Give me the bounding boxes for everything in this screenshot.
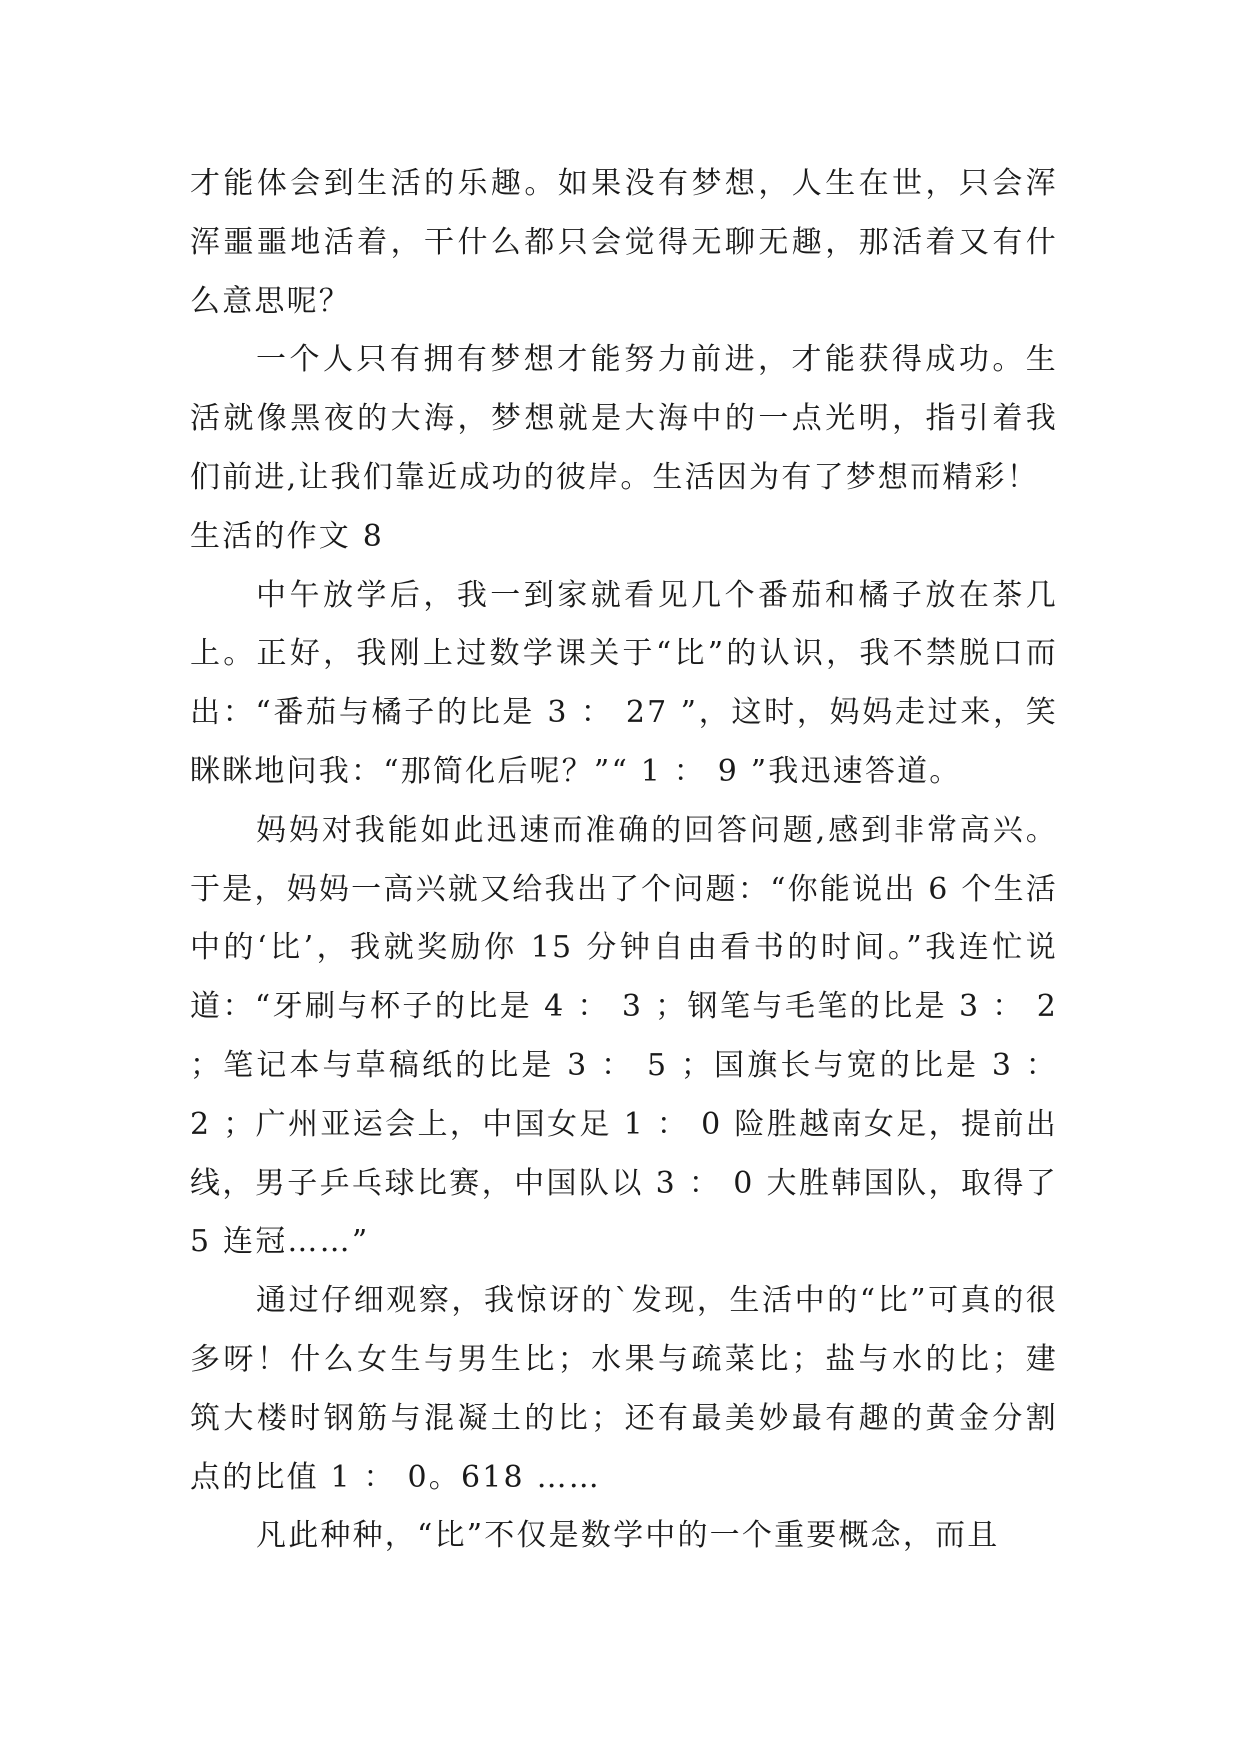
paragraph-1: 才能体会到生活的乐趣。如果没有梦想，人生在世，只会浑浑噩噩地活着，干什么都只会觉得无聊无趣，那活着又有什么意思呢？ <box>190 166 1058 319</box>
paragraph-4: 妈妈对我能如此迅速而准确的回答问题,感到非常高兴。于是，妈妈一高兴就又给我出了个问题：“你能说出 6 个生活中的‘比’，我就奖励你 15 分钟自由看书的时间。”我连忙说道：“牙刷与杯子的比是 4 ： 3 ；钢笔与毛笔的比是 3 ： 2 ；笔记本与草稿纸的比是 3 ： 5 ；国旗长与宽的比是 3 ： 2 ；广州亚运会上，中国女足 1 ： 0 险胜越南女足，提前出线，男子乒乓球比赛，中国队以 3 ： 0 大胜韩国队，取得了 5 连冠……” <box>190 812 1058 1260</box>
paragraph-5: 通过仔细观察，我惊讶的`发现，生活中的“比”可真的很多呀！什么女生与男生比；水果与疏菜比；盐与水的比；建筑大楼时钢筋与混凝土的比；还有最美妙最有趣的黄金分割点的比值 1 ： 0。618 …… <box>190 1283 1058 1495</box>
paragraph-3: 中午放学后，我一到家就看见几个番茄和橘子放在茶几上。正好，我刚上过数学课关于“比”的认识，我不禁脱口而出：“番茄与橘子的比是 3 ： 27 ”，这时，妈妈走过来，笑眯眯地问我：“那简化后呢？”“ 1 ： 9 ”我迅速答道。 <box>190 577 1058 789</box>
document-page <box>190 155 1058 1566</box>
paragraph-2: 一个人只有拥有梦想才能努力前进，才能获得成功。生活就像黑夜的大海，梦想就是大海中的一点光明，指引着我们前进,让我们靠近成功的彼岸。生活因为有了梦想而精彩！ <box>190 342 1058 495</box>
section-heading: 生活的作文 8 <box>190 518 385 554</box>
paragraph-6: 凡此种种，“比”不仅是数学中的一个重要概念，而且 <box>256 1518 1000 1554</box>
